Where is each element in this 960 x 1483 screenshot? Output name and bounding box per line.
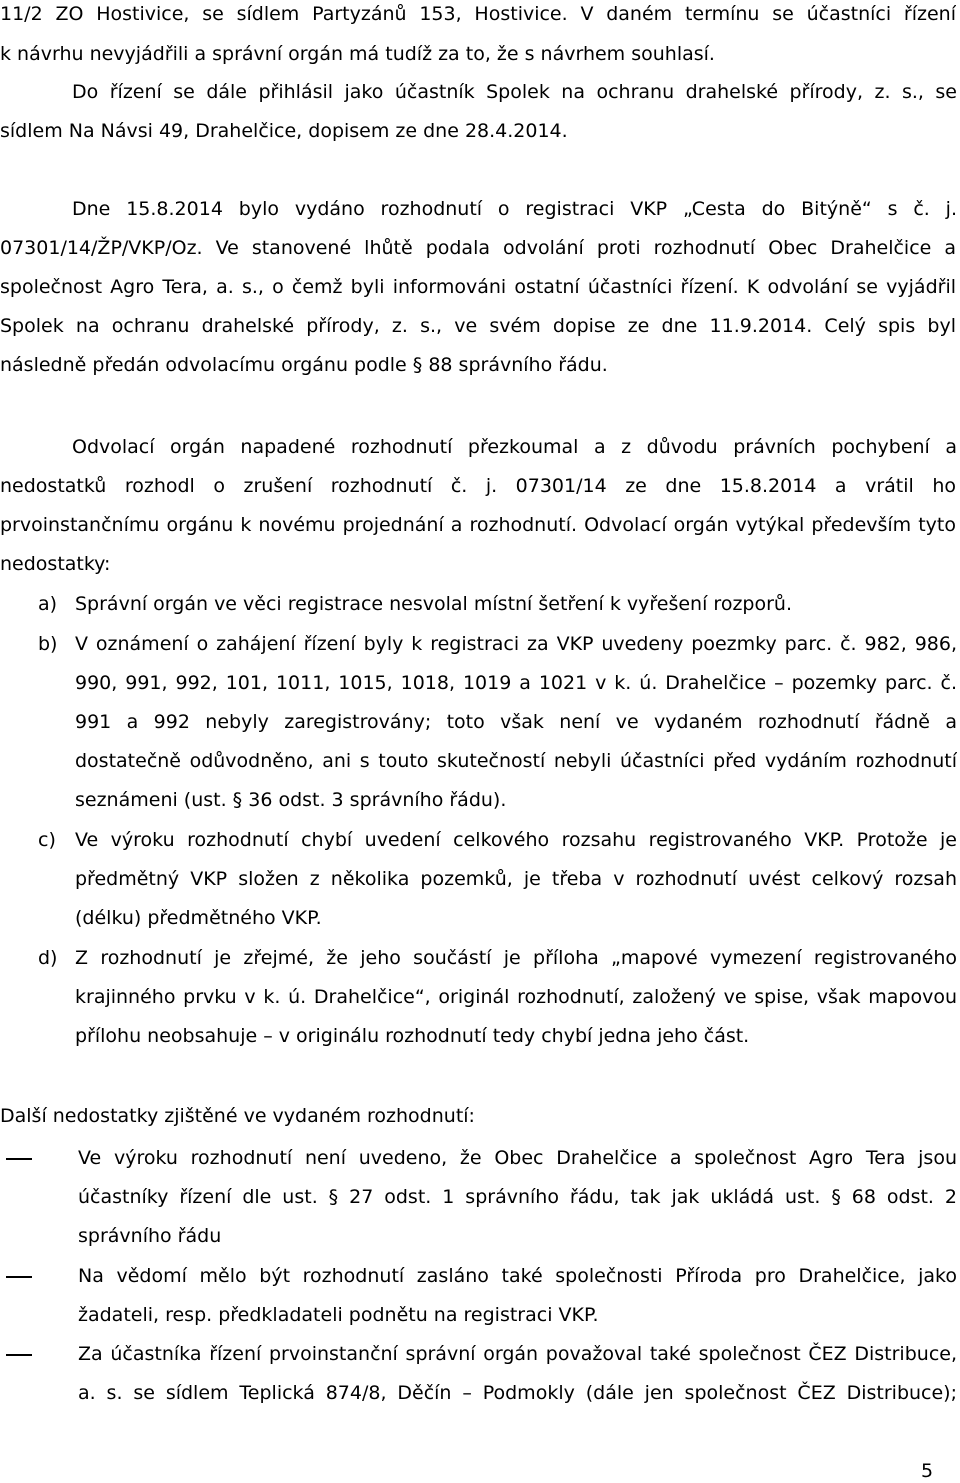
- text-line: seznámeni (ust. § 36 odst. 3 správního řádu).: [75, 789, 507, 811]
- text-line: dostatečně odůvodněno, ani s touto skutečností nebyli účastníci před vydáním rozhodnutí: [75, 750, 957, 772]
- text-line: 991 a 992 nebyly zaregistrovány; toto však není ve vydaném rozhodnutí řádně a: [75, 711, 957, 733]
- text-line: Ve výroku rozhodnutí chybí uvedení celkového rozsahu registrovaného VKP. Protože je: [75, 829, 957, 851]
- list-marker: c): [38, 829, 56, 851]
- text-line: Dne 15.8.2014 bylo vydáno rozhodnutí o registraci VKP „Cesta do Bitýně“ s č. j.: [72, 198, 957, 220]
- dash-bullet-icon: [6, 1276, 32, 1278]
- text-line: Ve výroku rozhodnutí není uvedeno, že Obec Drahelčice a společnost Agro Tera jsou: [78, 1147, 957, 1169]
- text-line: nedostatků rozhodl o zrušení rozhodnutí č. j. 07301/14 ze dne 15.8.2014 a vrátil ho: [0, 475, 956, 497]
- text-line: následně předán odvolacímu orgánu podle § 88 správního řádu.: [0, 354, 608, 376]
- text-line: Na vědomí mělo být rozhodnutí zasláno také společnosti Příroda pro Drahelčice, jako: [78, 1265, 957, 1287]
- text-line: Odvolací orgán napadené rozhodnutí přezkoumal a z důvodu právních pochybení a: [72, 436, 957, 458]
- text-line: předmětný VKP složen z několika pozemků, je třeba v rozhodnutí uvést celkový rozsah: [75, 868, 957, 890]
- text-line: k návrhu nevyjádřili a správní orgán má tudíž za to, že s návrhem souhlasí.: [0, 43, 715, 65]
- list-marker: b): [38, 633, 58, 655]
- text-line: prvoinstančnímu orgánu k novému projednání a rozhodnutí. Odvolací orgán vytýkal především tyto: [0, 514, 956, 536]
- dash-bullet-icon: [6, 1354, 32, 1356]
- text-line: správního řádu: [78, 1225, 222, 1247]
- text-line: V oznámení o zahájení řízení byly k registraci za VKP uvedeny poezmky parc. č. 982, 986,: [75, 633, 957, 655]
- text-line: Z rozhodnutí je zřejmé, že jeho součástí je příloha „mapové vymezení registrovaného: [75, 947, 957, 969]
- text-line: 990, 991, 992, 101, 1011, 1015, 1018, 1019 a 1021 v k. ú. Drahelčice – pozemky parc. č.: [75, 672, 957, 694]
- dash-bullet-icon: [6, 1158, 32, 1160]
- text-line: 11/2 ZO Hostivice, se sídlem Partyzánů 153, Hostivice. V daném termínu se účastníci řízení: [0, 3, 956, 25]
- text-line: žadateli, resp. předkladateli podnětu na registraci VKP.: [78, 1304, 599, 1326]
- text-line: a. s. se sídlem Teplická 874/8, Děčín – Podmokly (dále jen společnost ČEZ Distribuce);: [78, 1382, 957, 1404]
- text-line: 07301/14/ŽP/VKP/Oz. Ve stanovené lhůtě podala odvolání proti rozhodnutí Obec Drahelčice a: [0, 237, 956, 259]
- text-line: nedostatky:: [0, 553, 111, 575]
- text-line: sídlem Na Návsi 49, Drahelčice, dopisem ze dne 28.4.2014.: [0, 120, 568, 142]
- text-line: Za účastníka řízení prvoinstanční správní orgán považoval také společnost ČEZ Distribuce,: [78, 1343, 957, 1365]
- page-number: 5: [921, 1460, 934, 1482]
- section-heading: Další nedostatky zjištěné ve vydaném rozhodnutí:: [0, 1105, 475, 1127]
- text-line: Spolek na ochranu drahelské přírody, z. s., ve svém dopise ze dne 11.9.2014. Celý spis byl: [0, 315, 956, 337]
- text-line: (délku) předmětného VKP.: [75, 907, 322, 929]
- text-line: krajinného prvku v k. ú. Drahelčice“, originál rozhodnutí, založený ve spise, však mapovou: [75, 986, 957, 1008]
- text-line: přílohu neobsahuje – v originálu rozhodnutí tedy chybí jedna jeho část.: [75, 1025, 750, 1047]
- list-marker: d): [38, 947, 58, 969]
- text-line: Do řízení se dále přihlásil jako účastník Spolek na ochranu drahelské přírody, z. s., se: [72, 81, 957, 103]
- list-marker: a): [38, 593, 58, 615]
- text-line: Správní orgán ve věci registrace nesvolal místní šetření k vyřešení rozporů.: [75, 593, 792, 615]
- text-line: účastníky řízení dle ust. § 27 odst. 1 správního řádu, tak jak ukládá ust. § 68 odst. 2: [78, 1186, 957, 1208]
- text-line: společnost Agro Tera, a. s., o čemž byli informováni ostatní účastníci řízení. K odvolání se vyjádřil: [0, 276, 956, 298]
